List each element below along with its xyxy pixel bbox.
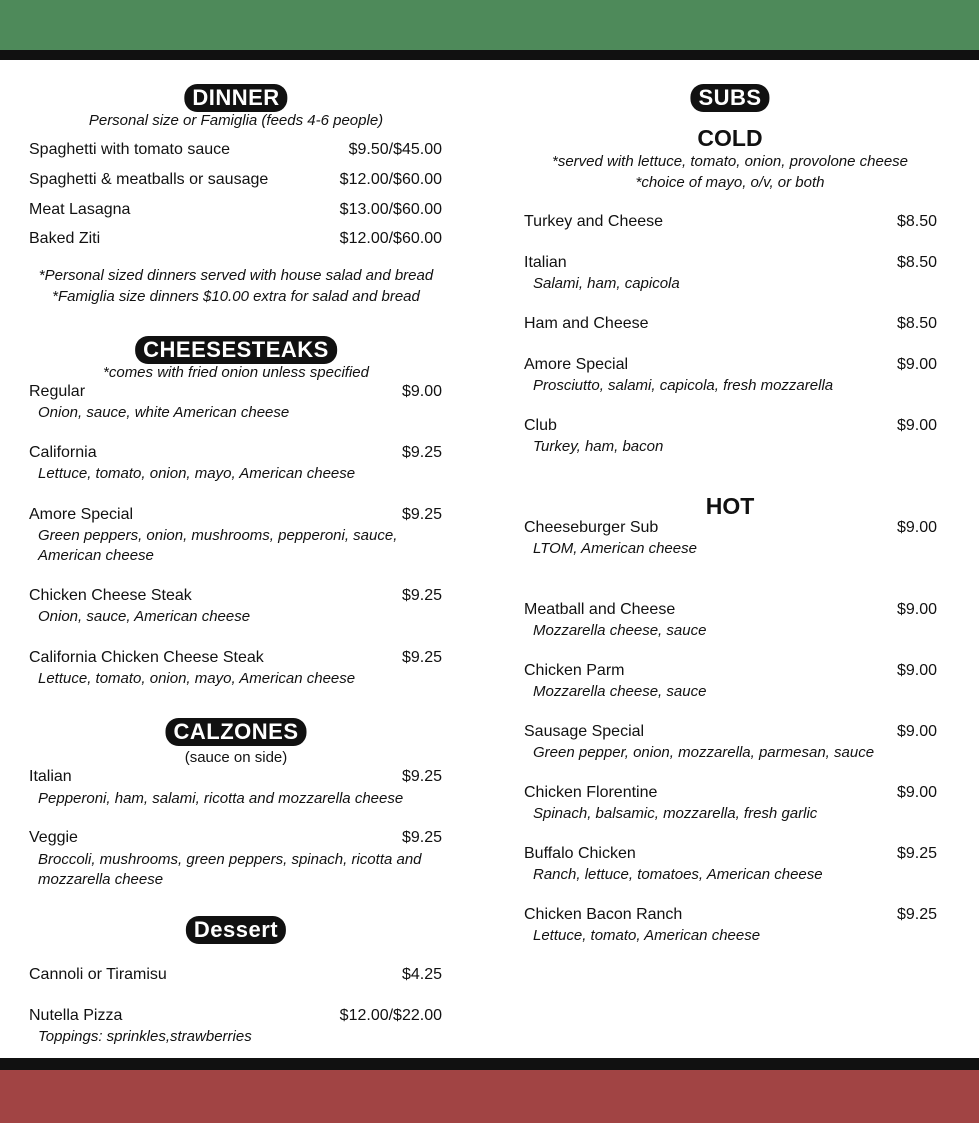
calzone-desc: mozzarella cheese <box>38 871 164 888</box>
sub-price: $9.25 <box>896 845 937 862</box>
sub-desc: Turkey, ham, bacon <box>533 438 664 455</box>
dessert-desc: Toppings: sprinkles,strawberries <box>38 1028 252 1045</box>
bottom-color-band <box>0 1070 979 1123</box>
sub-price: $9.25 <box>896 906 937 923</box>
cheesesteak-price: $9.25 <box>401 587 442 604</box>
cheesesteak-name: Amore Special <box>29 506 134 523</box>
sub-name: Ham and Cheese <box>524 315 649 332</box>
dinner-item-name: Baked Ziti <box>29 230 101 247</box>
sub-name: Italian <box>524 254 567 271</box>
cheesesteak-desc: Onion, sauce, white American cheese <box>38 404 290 421</box>
sub-price: $9.00 <box>896 723 937 740</box>
sub-name: Cheeseburger Sub <box>524 519 659 536</box>
top-color-band <box>0 0 979 50</box>
dinner-item-price: $12.00/$60.00 <box>339 230 442 247</box>
sub-desc: LTOM, American cheese <box>533 540 697 557</box>
calzone-price: $9.25 <box>401 829 442 846</box>
sub-name: Buffalo Chicken <box>524 845 636 862</box>
cheesesteak-price: $9.25 <box>401 506 442 523</box>
cheesesteaks-heading: CHEESESTEAKS <box>135 336 337 364</box>
calzone-desc: Broccoli, mushrooms, green peppers, spinach, ricotta and <box>38 851 422 868</box>
sub-name: Chicken Bacon Ranch <box>524 906 683 923</box>
sub-desc: Prosciutto, salami, capicola, fresh mozzarella <box>533 377 834 394</box>
dinner-item-price: $12.00/$60.00 <box>339 171 442 188</box>
sub-desc: Green pepper, onion, mozzarella, parmesan, sauce <box>533 744 875 761</box>
subs-heading: SUBS <box>690 84 769 112</box>
top-rule <box>0 50 979 60</box>
calzones-subtitle: (sauce on side) <box>184 749 288 766</box>
calzone-name: Italian <box>29 768 72 785</box>
sub-name: Meatball and Cheese <box>524 601 676 618</box>
cheesesteak-name: Chicken Cheese Steak <box>29 587 192 604</box>
cheesesteak-price: $9.25 <box>401 649 442 666</box>
sub-price: $9.00 <box>896 662 937 679</box>
sub-price: $8.50 <box>896 254 937 271</box>
dinner-item-name: Spaghetti & meatballs or sausage <box>29 171 269 188</box>
dessert-name: Cannoli or Tiramisu <box>29 966 167 983</box>
subs-cold-note: *choice of mayo, o/v, or both <box>635 174 825 191</box>
sub-price: $9.00 <box>896 601 937 618</box>
sub-name: Club <box>524 417 557 434</box>
cheesesteak-price: $9.25 <box>401 444 442 461</box>
cheesesteak-desc: Green peppers, onion, mushrooms, pepperoni, sauce, <box>38 527 398 544</box>
sub-desc: Salami, ham, capicola <box>533 275 680 292</box>
dessert-heading: Dessert <box>186 916 286 944</box>
sub-name: Chicken Florentine <box>524 784 658 801</box>
sub-name: Turkey and Cheese <box>524 213 664 230</box>
dinner-item-name: Spaghetti with tomato sauce <box>29 141 231 158</box>
sub-desc: Ranch, lettuce, tomatoes, American cheese <box>533 866 823 883</box>
dessert-price: $4.25 <box>401 966 442 983</box>
dinner-item-price: $13.00/$60.00 <box>339 201 442 218</box>
calzone-price: $9.25 <box>401 768 442 785</box>
calzone-name: Veggie <box>29 829 78 846</box>
cheesesteak-desc: Onion, sauce, American cheese <box>38 608 251 625</box>
subs-cold-heading: COLD <box>697 125 763 151</box>
dessert-price: $12.00/$22.00 <box>339 1007 442 1024</box>
cheesesteak-desc: American cheese <box>38 547 154 564</box>
dinner-item-price: $9.50/$45.00 <box>348 141 442 158</box>
cheesesteak-desc: Lettuce, tomato, onion, mayo, American cheese <box>38 465 356 482</box>
cheesesteaks-subtitle: *comes with fried onion unless specified <box>103 364 369 381</box>
calzone-desc: Pepperoni, ham, salami, ricotta and mozzarella cheese <box>38 790 404 807</box>
sub-price: $9.00 <box>896 356 937 373</box>
sub-price: $8.50 <box>896 315 937 332</box>
sub-name: Amore Special <box>524 356 629 373</box>
sub-price: $9.00 <box>896 784 937 801</box>
sub-desc: Mozzarella cheese, sauce <box>533 622 707 639</box>
sub-price: $9.00 <box>896 417 937 434</box>
sub-price: $8.50 <box>896 213 937 230</box>
dinner-subtitle: Personal size or Famiglia (feeds 4-6 people) <box>88 112 384 129</box>
dessert-name: Nutella Pizza <box>29 1007 123 1024</box>
calzones-heading: CALZONES <box>166 718 307 746</box>
cheesesteak-name: California Chicken Cheese Steak <box>29 649 264 666</box>
dinner-note: *Famiglia size dinners $10.00 extra for salad and bread <box>52 288 420 305</box>
sub-name: Sausage Special <box>524 723 645 740</box>
sub-name: Chicken Parm <box>524 662 625 679</box>
sub-price: $9.00 <box>896 519 937 536</box>
cheesesteak-name: Regular <box>29 383 86 400</box>
cheesesteak-price: $9.00 <box>401 383 442 400</box>
dinner-item-name: Meat Lasagna <box>29 201 131 218</box>
subs-cold-note: *served with lettuce, tomato, onion, provolone cheese <box>551 153 909 170</box>
dinner-note: *Personal sized dinners served with house salad and bread <box>38 267 434 284</box>
dinner-heading: DINNER <box>184 84 287 112</box>
subs-hot-heading: HOT <box>705 493 755 519</box>
sub-desc: Spinach, balsamic, mozzarella, fresh garlic <box>533 805 818 822</box>
cheesesteak-desc: Lettuce, tomato, onion, mayo, American cheese <box>38 670 356 687</box>
bottom-rule <box>0 1058 979 1070</box>
sub-desc: Lettuce, tomato, American cheese <box>533 927 761 944</box>
sub-desc: Mozzarella cheese, sauce <box>533 683 707 700</box>
cheesesteak-name: California <box>29 444 97 461</box>
